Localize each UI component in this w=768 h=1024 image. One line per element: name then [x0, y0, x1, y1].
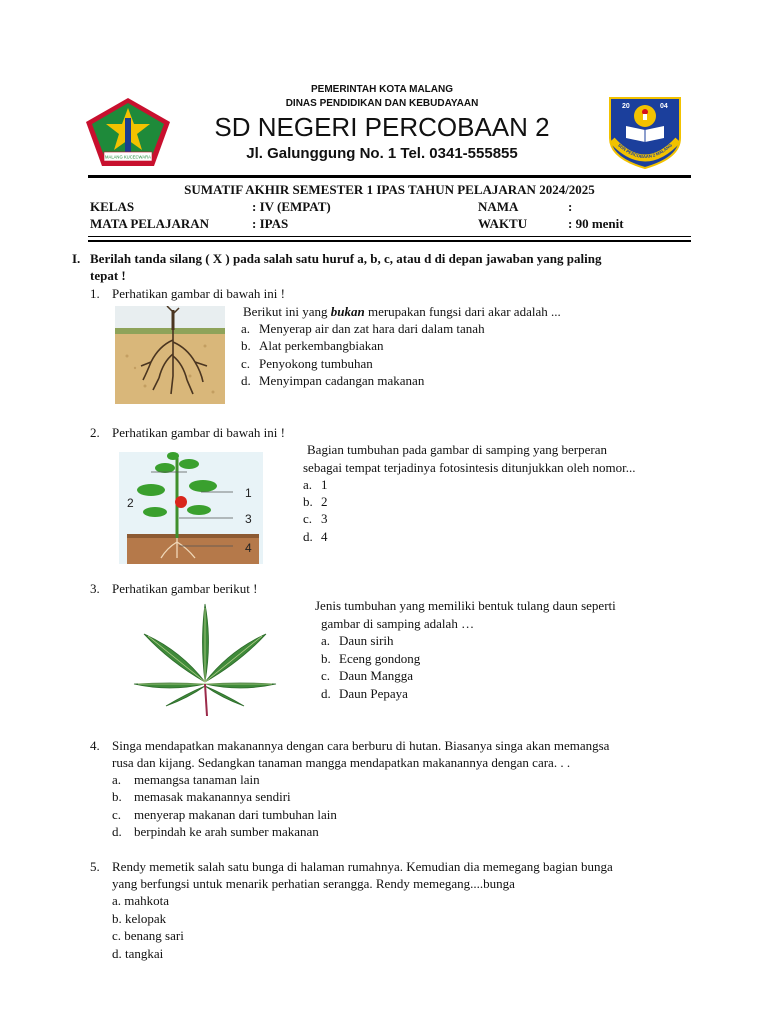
info-rule-1	[88, 236, 691, 237]
gov-name: PEMERINTAH KOTA MALANG	[310, 84, 454, 95]
q3-option-d-letter: d.	[321, 686, 331, 701]
q2-option-d[interactable]	[303, 528, 328, 545]
q2-stem-2: sebagai tempat terjadinya fotosintesis ditunjukkan oleh nomor...	[303, 460, 636, 475]
q2-stem-1: Bagian tumbuhan pada gambar di samping yang berperan	[307, 442, 607, 457]
nama-value: :	[568, 199, 573, 214]
q1-option-d[interactable]	[241, 372, 424, 389]
q2-option-c-text: 3	[321, 511, 328, 526]
q1-option-d-letter: d.	[241, 373, 251, 388]
q3-intro: Perhatikan gambar berikut !	[112, 581, 258, 596]
q3-option-c-letter: c.	[321, 668, 331, 683]
q2-option-b-letter: b.	[303, 494, 313, 509]
q3-option-a-text: Daun sirih	[339, 633, 394, 648]
q4-option-a-text: memangsa tanaman lain	[134, 772, 260, 787]
q4-option-c[interactable]	[112, 806, 337, 823]
q1-option-d-text: Menyimpan cadangan makanan	[259, 373, 425, 388]
q5-option-b[interactable]: b. kelopak	[112, 911, 167, 926]
waktu-label: WAKTU	[478, 216, 528, 231]
q3-option-c-text: Daun Mangga	[339, 668, 414, 683]
q4-option-b-text: memasak makanannya sendiri	[134, 789, 291, 804]
q2-option-a[interactable]	[303, 476, 328, 493]
q5-option-a[interactable]: a. mahkota	[112, 893, 170, 908]
q1-option-b-text: Alat perkembangbiakan	[259, 338, 384, 353]
q1-option-b-letter: b.	[241, 338, 251, 353]
q4-stem-2: rusa dan kijang. Sedangkan tanaman mangga mendapatkan makanannya dengan cara. . .	[112, 755, 571, 770]
q5-option-c[interactable]: c. benang sari	[112, 928, 184, 943]
right-logo-year-left: 20	[622, 103, 630, 110]
q4-option-a-letter: a.	[112, 772, 122, 787]
q4-option-d-letter: d.	[112, 824, 122, 839]
q4-option-c-text: menyerap makanan dari tumbuhan lain	[134, 807, 337, 822]
q2-option-b[interactable]	[303, 493, 328, 510]
q3-stem-2: gambar di samping adalah …	[321, 616, 475, 631]
q3-option-b[interactable]	[321, 650, 420, 667]
kelas-value: : IV (EMPAT)	[252, 199, 331, 214]
q3-number: 3.	[90, 581, 100, 596]
school-name: SD NEGERI PERCOBAAN 2	[214, 112, 550, 142]
q3-option-c[interactable]	[321, 667, 413, 684]
section-instruction-2: tepat !	[90, 268, 126, 283]
q2-intro: Perhatikan gambar di bawah ini !	[112, 425, 285, 440]
kelas-label: KELAS	[90, 199, 135, 214]
q1-option-a-text: Menyerap air dan zat hara dari dalam tanah	[259, 321, 485, 336]
header-rule-top	[88, 175, 691, 178]
plant-label-1: 1	[245, 486, 252, 500]
q4-option-a[interactable]	[112, 771, 260, 788]
right-logo-year-right: 04	[660, 103, 668, 110]
plant-diagram-image	[115, 450, 267, 566]
q1-intro: Perhatikan gambar di bawah ini !	[112, 286, 285, 301]
svg-text:SDN PERCOBAAN 2 MALANG: SDN PERCOBAAN 2 MALANG	[616, 142, 674, 160]
q5-stem-2: yang berfungsi untuk menarik perhatian serangga. Rendy memegang....bunga	[112, 876, 515, 891]
q3-option-b-letter: b.	[321, 651, 331, 666]
q4-option-d-text: berpindah ke arah sumber makanan	[134, 824, 319, 839]
q3-option-a-letter: a.	[321, 633, 331, 648]
q2-option-a-letter: a.	[303, 477, 313, 492]
q1-option-c-text: Penyokong tumbuhan	[259, 356, 373, 371]
exam-title: SUMATIF AKHIR SEMESTER 1 IPAS TAHUN PELAJARAN 2024/2025	[184, 182, 595, 197]
q1-stem	[243, 303, 561, 320]
q5-option-d[interactable]: d. tangkai	[112, 946, 164, 961]
mapel-value: : IPAS	[252, 216, 289, 231]
q5-stem-1: Rendy memetik salah satu bunga di halaman rumahnya. Kemudian dia memegang bagian bunga	[112, 859, 613, 874]
q1-stem-post: merupakan fungsi dari akar adalah ...	[364, 304, 561, 319]
q2-option-c-letter: c.	[303, 511, 313, 526]
q2-option-d-text: 4	[321, 529, 328, 544]
right-logo	[604, 94, 686, 170]
left-logo	[84, 96, 172, 168]
q2-option-b-text: 2	[321, 494, 328, 509]
q3-option-d[interactable]	[321, 685, 408, 702]
dept-name: DINAS PENDIDIKAN DAN KEBUDAYAAN	[285, 98, 479, 109]
plant-label-4: 4	[245, 541, 252, 555]
q1-number: 1.	[90, 286, 100, 301]
q1-stem-pre: Berikut ini yang	[243, 304, 331, 319]
mapel-label: MATA PELAJARAN	[90, 216, 210, 231]
q1-option-c[interactable]	[241, 355, 373, 372]
q2-option-a-text: 1	[321, 477, 328, 492]
q3-stem-1: Jenis tumbuhan yang memiliki bentuk tulang daun seperti	[315, 598, 616, 613]
q4-option-b-letter: b.	[112, 789, 122, 804]
q3-option-b-text: Eceng gondong	[339, 651, 421, 666]
plant-label-3: 3	[245, 512, 252, 526]
left-logo-text: MALANG KUCECWARA	[105, 154, 151, 160]
section-instruction-1: Berilah tanda silang ( X ) pada salah satu huruf a, b, c, atau d di depan jawaban yang paling	[90, 251, 602, 266]
q1-option-b[interactable]	[241, 337, 384, 354]
q1-option-a[interactable]	[241, 320, 485, 337]
school-address: Jl. Galunggung No. 1 Tel. 0341-555855	[246, 145, 518, 162]
section-number: I.	[72, 251, 81, 266]
q1-option-a-letter: a.	[241, 321, 251, 336]
q4-option-c-letter: c.	[112, 807, 122, 822]
q3-option-d-text: Daun Pepaya	[339, 686, 408, 701]
q1-stem-emphasis: bukan	[330, 304, 365, 319]
q3-option-a[interactable]	[321, 632, 394, 649]
q2-option-c[interactable]	[303, 510, 328, 527]
q5-number: 5.	[90, 859, 100, 874]
q2-number: 2.	[90, 425, 100, 440]
q4-number: 4.	[90, 738, 100, 753]
info-rule-2	[88, 240, 691, 242]
q4-option-d[interactable]	[112, 823, 319, 840]
leaf-image	[130, 602, 280, 718]
q2-option-d-letter: d.	[303, 529, 313, 544]
q4-option-b[interactable]	[112, 788, 291, 805]
plant-label-2: 2	[127, 496, 134, 510]
q1-option-c-letter: c.	[241, 356, 251, 371]
roots-image	[115, 306, 225, 404]
waktu-value: : 90 menit	[568, 216, 624, 231]
nama-label: NAMA	[478, 199, 519, 214]
q4-stem-1: Singa mendapatkan makanannya dengan cara berburu di hutan. Biasanya singa akan memangsa	[112, 738, 610, 753]
